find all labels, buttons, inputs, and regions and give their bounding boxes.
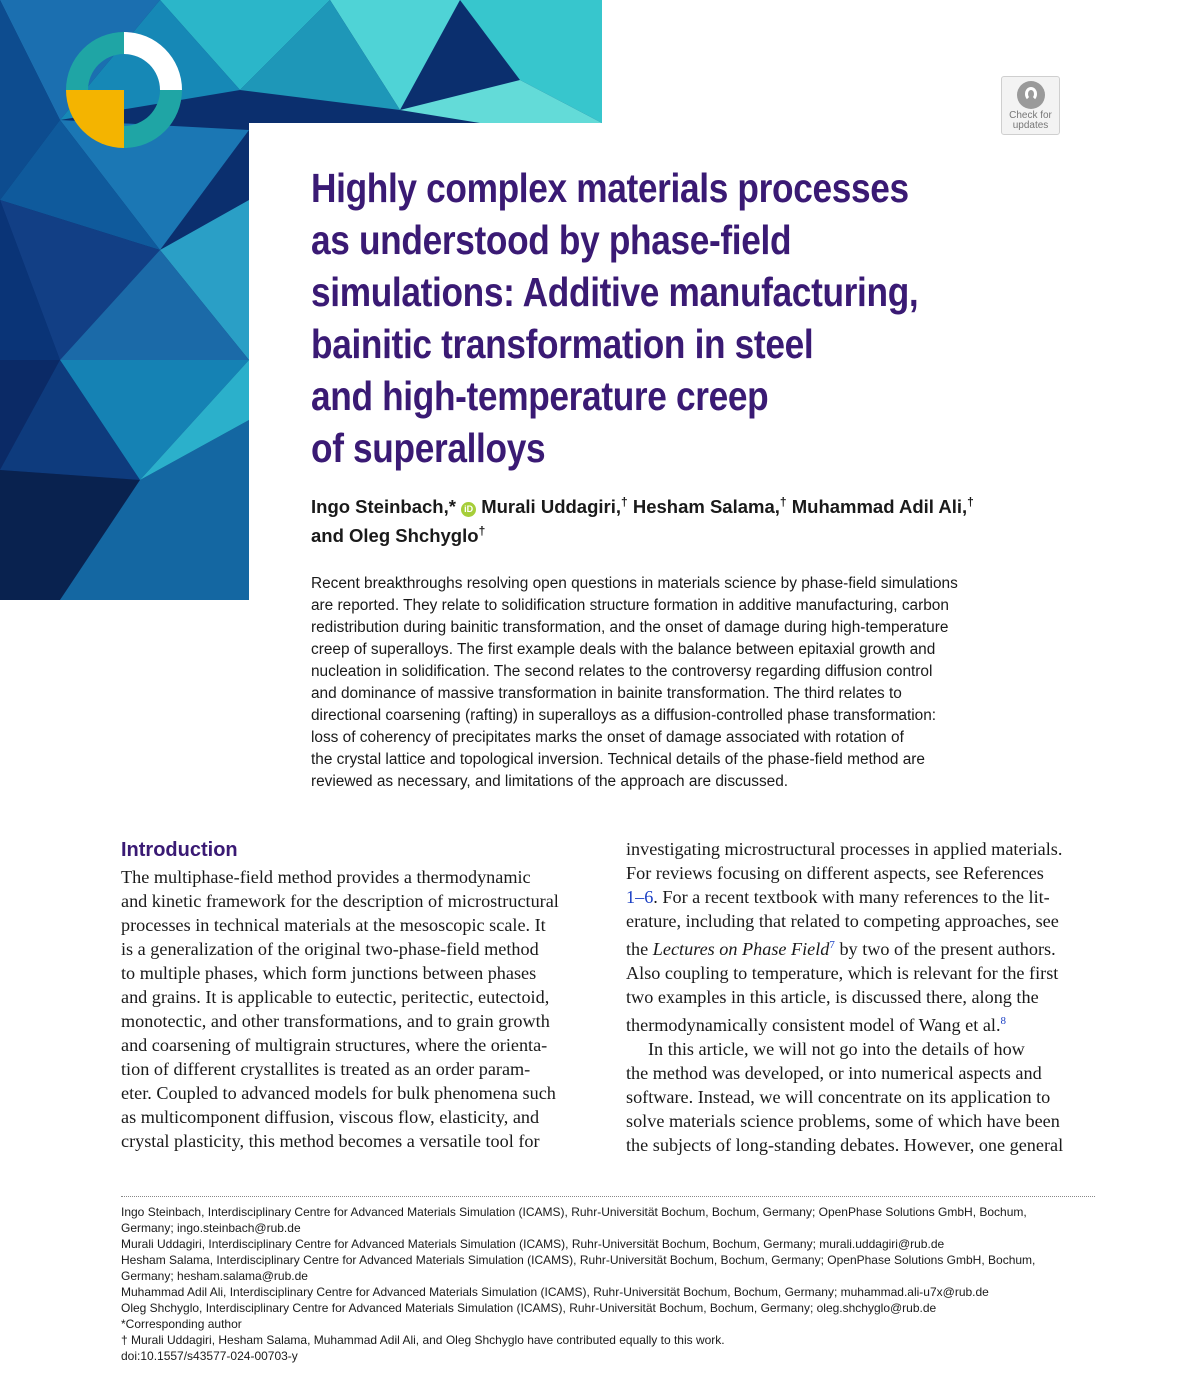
abstract-line: loss of coherency of precipitates marks the onset of damage associated with rotation of [311,729,904,746]
author-salama[interactable]: Hesham Salama, [627,496,780,518]
footnote-line: *Corresponding author [121,1317,242,1331]
article-title [311,162,919,474]
body-line: In this article, we will not go into the details of how [648,1039,1025,1059]
title-line: of superalloys [311,425,546,471]
section-heading-introduction: Introduction [121,839,238,861]
body-line: and coarsening of multigrain structures, where the orienta- [121,1035,548,1055]
footnote-line: Oleg Shchyglo, Interdisciplinary Centre for Advanced Materials Simulation (ICAMS), Ruhr-Universität Bochum, Bochum, Germany; oleg.shchyglo@rub.de [121,1301,937,1315]
body-line: to multiple phases, which form junctions between phases [121,963,537,983]
badge-line-2: updates [1012,120,1049,131]
body-line: two examples in this article, is discussed there, along the [626,987,1039,1007]
body-line: the method was developed, or into numerical aspects and [626,1063,1042,1083]
body-line [626,1009,1096,1037]
dagger-mark: † [621,495,628,509]
footnote-line: Ingo Steinbach, Interdisciplinary Centre for Advanced Materials Simulation (ICAMS), Ruhr-Universität Bochum, Bochum, Germany; OpenPhase Solutions GmbH, Bochum, [121,1205,1027,1219]
abstract-line: nucleation in solidification. The second relates to the controversy regarding diffusion control [311,663,933,680]
body-line: For reviews focusing on different aspects, see References [626,863,1044,883]
body-text: the [626,939,653,959]
abstract-line: reviewed as necessary, and limitations of the approach are discussed. [311,773,789,790]
footnote-line: Germany; hesham.salama@rub.de [121,1269,308,1283]
check-for-updates-icon [1017,81,1045,109]
abstract [311,573,1021,793]
title-line: simulations: Additive manufacturing, [311,269,919,315]
author-uddagiri[interactable]: Murali Uddagiri, [476,496,622,518]
body-text: thermodynamically consistent model of Wang et al. [626,1015,1001,1035]
body-line: and kinetic framework for the description of microstructural [121,891,559,911]
body-line: is a generalization of the original two-phase-field method [121,939,539,959]
title-line: Highly complex materials processes [311,165,909,211]
abstract-line: Recent breakthroughs resolving open questions in materials science by phase-field simulations [311,575,958,592]
book-title: Lectures on Phase Field [652,939,830,959]
dagger-mark: † [779,495,787,509]
body-line: tion of different crystallites is treated as an order param- [121,1059,531,1079]
body-line: The multiphase-field method provides a thermodynamic [121,867,531,887]
reference-link[interactable]: 1–6 [626,887,654,907]
affiliations-footnotes [121,1204,1051,1364]
check-for-updates-badge[interactable] [1001,76,1060,135]
body-text: by two of the present authors. [834,939,1056,959]
abstract-line: creep of superalloys. The first example deals with the balance between epitaxial growth and [311,641,936,658]
reference-link[interactable]: 7 [829,939,835,951]
title-line: as understood by phase-field [311,217,792,263]
body-line: crystal plasticity, this method becomes a versatile tool for [121,1131,540,1151]
title-line: and high-temperature creep [311,373,769,419]
body-line: and grains. It is applicable to eutectic, peritectic, eutectoid, [121,987,550,1007]
abstract-line: the crystal lattice and topological inversion. Technical details of the phase-field method are [311,751,925,768]
body-line [626,933,1096,961]
body-line: as multicomponent diffusion, viscous flow, elasticity, and [121,1107,540,1127]
footnote-line: Hesham Salama, Interdisciplinary Centre for Advanced Materials Simulation (ICAMS), Ruhr-Universität Bochum, Bochum, Germany; OpenPhase Solutions GmbH, Bochum, [121,1253,1036,1267]
author-ali[interactable]: Muhammad Adil Ali, [786,496,968,518]
abstract-line: are reported. They relate to solidification structure formation in additive manufacturing, carbon [311,597,949,614]
body-line: erature, including that related to competing approaches, see [626,911,1059,931]
body-line: software. Instead, we will concentrate on its application to [626,1087,1051,1107]
body-line: processes in technical materials at the mesoscopic scale. It [121,915,546,935]
body-line: the subjects of long-standing debates. However, one general [626,1135,1064,1155]
doi[interactable]: doi:10.1557/s43577-024-00703-y [121,1349,298,1363]
dagger-mark: † [967,495,974,509]
body-line: solve materials science problems, some of which have been [626,1111,1060,1131]
body-line: monotectic, and other transformations, and to grain growth [121,1011,550,1031]
reference-link[interactable]: 8 [1000,1015,1006,1027]
body-column-left [121,865,591,1153]
title-line: bainitic transformation in steel [311,321,814,367]
orcid-icon[interactable]: iD [461,502,476,517]
footnote-line: Muhammad Adil Ali, Interdisciplinary Centre for Advanced Materials Simulation (ICAMS), Ruhr-Universität Bochum, Bochum, Germany; muhammad.ali-u7x@rub.de [121,1285,989,1299]
footnote-divider [121,1196,1095,1197]
abstract-line: directional coarsening (rafting) in superalloys as a diffusion-controlled phase transformation: [311,707,937,724]
footnote-line: Murali Uddagiri, Interdisciplinary Centre for Advanced Materials Simulation (ICAMS), Ruhr-Universität Bochum, Bochum, Germany; murali.uddagiri@rub.de [121,1237,945,1251]
author-shchyglo[interactable]: and Oleg Shchyglo [311,525,479,547]
body-line: eter. Coupled to advanced models for bulk phenomena such [121,1083,556,1103]
dagger-mark: † [478,524,486,539]
body-text: . For a recent textbook with many references to the lit- [653,887,1050,907]
footnote-line: Germany; ingo.steinbach@rub.de [121,1221,301,1235]
body-line: Also coupling to temperature, which is relevant for the first [626,963,1059,983]
footnote-line: † Murali Uddagiri, Hesham Salama, Muhammad Adil Ali, and Oleg Shchyglo have contributed equally to this work. [121,1333,725,1347]
body-line [626,885,1096,909]
body-line: investigating microstructural processes in applied materials. [626,839,1063,859]
badge-line-1: Check for [1009,110,1052,121]
author-steinbach[interactable]: Ingo Steinbach, [311,496,449,518]
body-column-right [626,837,1096,1157]
corresponding-mark: * [448,496,456,518]
author-list [311,490,1031,548]
abstract-line: and dominance of massive transformation in bainite transformation. The third relates to [311,685,902,702]
abstract-line: redistribution during bainitic transformation, and the onset of damage during high-temperature [311,619,949,636]
journal-logo-icon [62,28,192,158]
